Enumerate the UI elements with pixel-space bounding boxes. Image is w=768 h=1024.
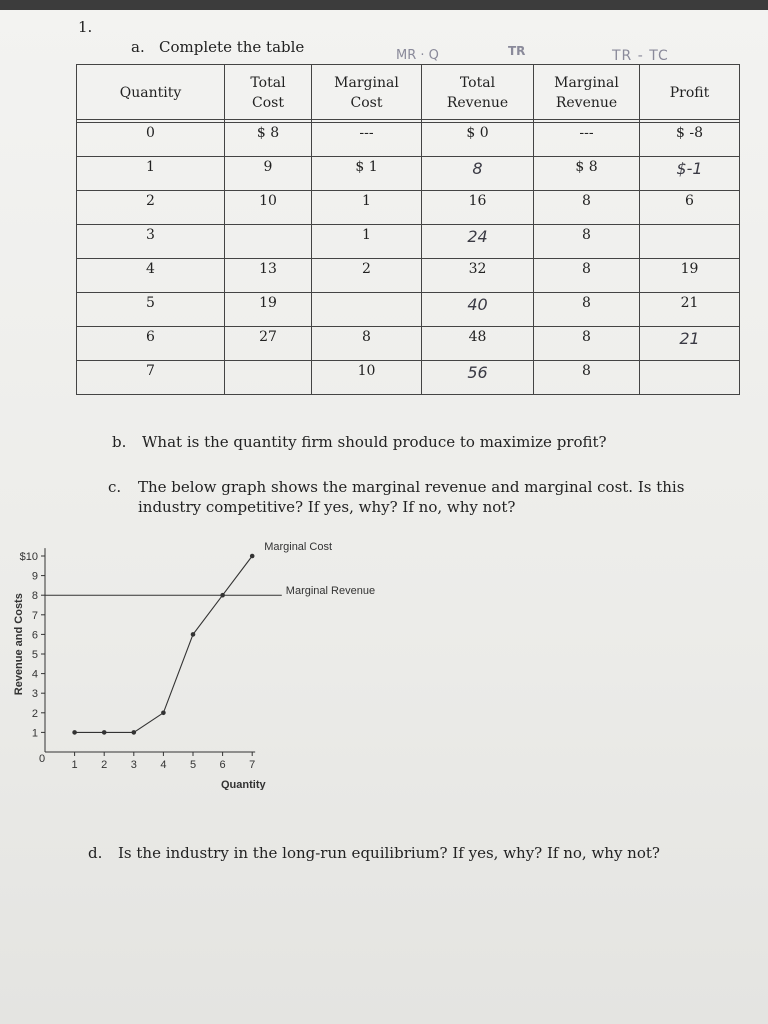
- table-row: [77, 225, 740, 259]
- mc-mr-chart: [0, 520, 420, 790]
- part-b-label: b.: [112, 433, 127, 451]
- cell-total-cost: 10: [225, 191, 312, 225]
- cell-quantity: 0: [77, 123, 225, 157]
- x-tick-label: 6: [219, 759, 226, 771]
- cell-total-cost: 9: [225, 157, 312, 191]
- x-tick-label: 2: [101, 759, 108, 771]
- cell-profit: 21: [640, 327, 740, 361]
- cell-total-revenue: 40: [422, 293, 534, 327]
- mc-point: [250, 554, 255, 559]
- cell-profit: $ -8: [640, 123, 740, 157]
- legend-marginal-cost: Marginal Cost: [264, 541, 333, 553]
- cell-total-revenue: 32: [422, 259, 534, 293]
- cell-marginal-revenue: $ 8: [534, 157, 640, 191]
- handwritten-tr: TR: [508, 44, 526, 58]
- cell-marginal-cost: [312, 293, 422, 327]
- cell-quantity: 3: [77, 225, 225, 259]
- y-tick-label: 8: [31, 590, 38, 603]
- series-marginal-cost: [75, 556, 253, 732]
- part-a-prompt: [131, 38, 304, 56]
- handwritten-mr-q: MR · Q: [396, 48, 439, 63]
- mc-point: [220, 593, 225, 598]
- y-tick-label: 9: [31, 570, 38, 583]
- cell-total-revenue: 56: [422, 361, 534, 395]
- mc-point: [161, 711, 166, 716]
- header-marginal-revenue: Marginal Revenue: [534, 65, 640, 120]
- header-total-revenue: Total Revenue: [422, 65, 534, 120]
- part-b-prompt: [112, 432, 607, 452]
- cell-profit: 19: [640, 259, 740, 293]
- cell-marginal-revenue: 8: [534, 191, 640, 225]
- y-tick-label: 1: [31, 727, 38, 740]
- mc-point: [102, 730, 107, 735]
- cell-total-revenue: 48: [422, 327, 534, 361]
- cell-total-cost: [225, 361, 312, 395]
- table-row: [77, 293, 740, 327]
- table-body: [77, 123, 740, 395]
- part-c-label: c.: [108, 478, 122, 496]
- cell-profit: $-1: [640, 157, 740, 191]
- table-row: [77, 327, 740, 361]
- cell-marginal-cost: 10: [312, 361, 422, 395]
- cell-total-cost: $ 8: [225, 123, 312, 157]
- cell-marginal-cost: $ 1: [312, 157, 422, 191]
- mc-point: [72, 730, 77, 735]
- table-row: [77, 157, 740, 191]
- cell-marginal-revenue: 8: [534, 259, 640, 293]
- cell-quantity: 1: [77, 157, 225, 191]
- part-c-text: The below graph shows the marginal revenue and marginal cost. Is this industry competitive? If yes, why? If no, why not?: [138, 478, 685, 516]
- cell-quantity: 2: [77, 191, 225, 225]
- mc-point: [191, 632, 196, 637]
- cell-quantity: 7: [77, 361, 225, 395]
- cell-total-revenue: 24: [422, 225, 534, 259]
- cell-marginal-cost: 1: [312, 191, 422, 225]
- cell-total-revenue: 16: [422, 191, 534, 225]
- part-d-label: d.: [88, 844, 103, 862]
- x-tick-label: 1: [71, 759, 78, 771]
- cell-marginal-cost: 2: [312, 259, 422, 293]
- cell-total-cost: [225, 225, 312, 259]
- table-row: [77, 191, 740, 225]
- x-tick-label: 5: [189, 759, 197, 771]
- cell-marginal-revenue: 8: [534, 327, 640, 361]
- part-d-prompt: [88, 843, 660, 863]
- part-d-text: Is the industry in the long-run equilibrium? If yes, why? If no, why not?: [118, 844, 660, 862]
- table-row: [77, 123, 740, 157]
- cell-quantity: 4: [77, 259, 225, 293]
- question-number: 1.: [78, 18, 93, 36]
- cell-marginal-revenue: 8: [534, 225, 640, 259]
- x-tick-label: 4: [160, 759, 167, 771]
- y-tick-label: 3: [31, 688, 38, 701]
- y-axis-label: Revenue and Costs: [13, 593, 25, 696]
- header-marginal-cost: Marginal Cost: [312, 65, 422, 120]
- handwritten-tr-tc: TR - TC: [612, 48, 669, 64]
- y-tick-label: 4: [31, 668, 38, 681]
- cell-marginal-cost: 8: [312, 327, 422, 361]
- cell-quantity: 6: [77, 327, 225, 361]
- cell-profit: 21: [640, 293, 740, 327]
- cell-marginal-revenue: 8: [534, 293, 640, 327]
- cell-profit: [640, 361, 740, 395]
- part-a-text: Complete the table: [159, 38, 305, 56]
- y-tick-label: $10: [19, 551, 38, 563]
- part-c-prompt: [108, 477, 728, 517]
- cell-total-cost: 19: [225, 293, 312, 327]
- cell-profit: 6: [640, 191, 740, 225]
- y-tick-label: 6: [31, 629, 38, 642]
- part-b-text: What is the quantity firm should produce to maximize profit?: [142, 433, 607, 451]
- y-tick-label: 2: [31, 707, 38, 720]
- header-total-cost: Total Cost: [225, 65, 312, 120]
- x-axis-label: Quantity: [221, 779, 266, 790]
- photo-top-edge: [0, 0, 768, 10]
- cost-revenue-table: [76, 64, 740, 395]
- cell-total-cost: 27: [225, 327, 312, 361]
- cell-quantity: 5: [77, 293, 225, 327]
- cell-marginal-cost: 1: [312, 225, 422, 259]
- cell-profit: [640, 225, 740, 259]
- y-tick-label: 5: [31, 649, 38, 661]
- y-tick-label: 7: [31, 609, 38, 622]
- cell-marginal-revenue: ---: [534, 123, 640, 157]
- cell-total-revenue: $ 0: [422, 123, 534, 157]
- x-origin-label: 0: [38, 753, 46, 765]
- cell-total-revenue: 8: [422, 157, 534, 191]
- header-profit: Profit: [640, 65, 740, 120]
- part-a-label: a.: [131, 38, 145, 56]
- cell-total-cost: 13: [225, 259, 312, 293]
- x-tick-label: 7: [249, 759, 256, 771]
- table-row: [77, 361, 740, 395]
- legend-marginal-revenue: Marginal Revenue: [285, 585, 376, 598]
- mc-point: [132, 730, 137, 735]
- cell-marginal-cost: ---: [312, 123, 422, 157]
- cell-marginal-revenue: 8: [534, 361, 640, 395]
- table-header-row: [77, 65, 740, 120]
- table-row: [77, 259, 740, 293]
- header-quantity: Quantity: [77, 65, 225, 120]
- x-tick-label: 3: [130, 759, 137, 771]
